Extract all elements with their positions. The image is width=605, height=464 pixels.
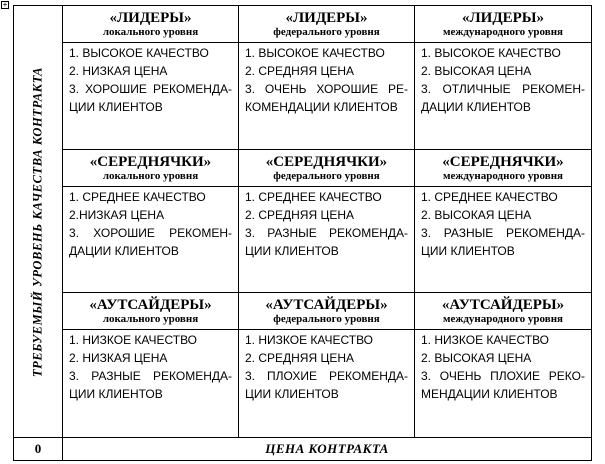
origin-label: 0 <box>14 437 63 460</box>
cell-header <box>415 6 591 43</box>
cell-subtitle: локального уровня <box>102 313 199 326</box>
cell-middle-international <box>415 150 591 294</box>
x-axis-label: ЦЕНА КОНТРАКТА <box>63 437 591 460</box>
cell-list <box>239 330 414 403</box>
list-item: 2. ВЫСОКАЯ ЦЕНА <box>421 64 532 78</box>
cell-list <box>415 330 591 403</box>
cell-subtitle: международного уровня <box>442 313 563 326</box>
list-item: 1. ВЫСОКОЕ КАЧЕСТВО <box>69 46 209 60</box>
cell-outsiders-local <box>63 293 239 437</box>
cell-subtitle: международного уровня <box>442 26 563 38</box>
cell-header <box>239 293 414 330</box>
cell-middle-local <box>63 150 239 294</box>
list-item: 2. ВЫСОКАЯ ЦЕНА <box>421 207 532 222</box>
list-item: 1. НИЗКОЕ КАЧЕСТВО <box>245 333 374 348</box>
cell-title: «АУТСАЙДЕРЫ» <box>441 297 565 314</box>
list-item: 3. РАЗНЫЕ РЕКОМЕНДА-ЦИИ КЛИЕНТОВ <box>421 225 585 258</box>
cell-title: «ЛИДЕРЫ» <box>461 10 545 26</box>
cell-title: «СЕРЕДНЯЧКИ» <box>442 153 564 170</box>
list-item: 2. СРЕДНЯЯ ЦЕНА <box>245 351 355 366</box>
list-item: 2. СРЕДНЯЯ ЦЕНА <box>245 64 355 78</box>
list-item: 3. ХОРОШИЕ РЕКОМЕН-ДАЦИИ КЛИЕНТОВ <box>69 225 232 258</box>
list-item: 1. СРЕДНЕЕ КАЧЕСТВО <box>69 189 206 204</box>
list-item: 1. ВЫСОКОЕ КАЧЕСТВО <box>245 46 385 60</box>
cell-list <box>239 187 414 260</box>
cell-outsiders-federal <box>239 293 415 437</box>
cell-header <box>63 150 238 187</box>
cell-middle-federal <box>239 150 415 294</box>
list-item: 3. РАЗНЫЕ РЕКОМЕНДА-ЦИИ КЛИЕНТОВ <box>69 369 232 402</box>
cell-header <box>63 6 238 43</box>
list-item: 2. ВЫСОКАЯ ЦЕНА <box>421 351 532 366</box>
cell-title: «ЛИДЕРЫ» <box>109 10 192 26</box>
cell-list <box>239 43 414 116</box>
cell-header <box>239 6 414 43</box>
cell-subtitle: федерального уровня <box>273 26 380 38</box>
list-item: 3. ОЧЕНЬ ХОРОШИЕ РЕ-КОМЕНДАЦИИ КЛИЕНТОВ <box>245 82 408 114</box>
list-item: 3. ОТЛИЧНЫЕ РЕКОМЕН-ДАЦИИ КЛИЕНТОВ <box>421 82 585 114</box>
cell-header <box>239 150 414 187</box>
cell-list <box>415 187 591 260</box>
cell-subtitle: федерального уровня <box>273 169 380 182</box>
cell-list <box>415 43 591 116</box>
list-item: 1. НИЗКОЕ КАЧЕСТВО <box>421 333 550 348</box>
cell-header <box>63 293 238 330</box>
cell-subtitle: локального уровня <box>102 169 199 182</box>
cell-subtitle: локального уровня <box>102 26 199 38</box>
cell-list <box>63 187 238 260</box>
cell-title: «АУТСАЙДЕРЫ» <box>265 297 388 314</box>
list-item: 1. ВЫСОКОЕ КАЧЕСТВО <box>421 46 561 60</box>
cell-subtitle: международного уровня <box>442 169 563 182</box>
cell-leaders-federal <box>239 6 415 150</box>
list-item: 2. СРЕДНЯЯ ЦЕНА <box>245 207 355 222</box>
cell-list <box>63 330 238 403</box>
cell-leaders-international <box>415 6 591 150</box>
cell-title: «СЕРЕДНЯЧКИ» <box>265 153 388 170</box>
list-item: 1. НИЗКОЕ КАЧЕСТВО <box>69 333 198 348</box>
cell-header <box>415 293 591 330</box>
list-item: 2. НИЗКАЯ ЦЕНА <box>69 351 168 366</box>
cell-leaders-local <box>63 6 239 150</box>
list-item: 1. СРЕДНЕЕ КАЧЕСТВО <box>245 189 382 204</box>
y-axis-label-cell <box>14 6 63 437</box>
cell-subtitle: федерального уровня <box>273 313 380 326</box>
quality-price-matrix <box>13 5 592 461</box>
cell-title: «СЕРЕДНЯЧКИ» <box>89 153 212 170</box>
list-item: 3. ОЧЕНЬ ПЛОХИЕ РЕКО-МЕНДАЦИИ КЛИЕНТОВ <box>421 369 585 402</box>
y-axis-label: ТРЕБУЕМЫЙ УРОВЕНЬ КАЧЕСТВА КОНТРАКТА <box>30 66 45 377</box>
cell-outsiders-international <box>415 293 591 437</box>
list-item: 3. ХОРОШИЕ РЕКОМЕНДА-ЦИИ КЛИЕНТОВ <box>69 82 232 114</box>
list-item: 2.НИЗКАЯ ЦЕНА <box>69 207 165 222</box>
list-item: 3. ПЛОХИЕ РЕКОМЕНДА-ЦИИ КЛИЕНТОВ <box>245 369 408 402</box>
table-move-handle[interactable]: + <box>2 0 8 9</box>
cell-list <box>63 43 238 116</box>
list-item: 2. НИЗКАЯ ЦЕНА <box>69 64 168 78</box>
list-item: 1. СРЕДНЕЕ КАЧЕСТВО <box>421 189 558 204</box>
cell-title: «АУТСАЙДЕРЫ» <box>89 297 212 314</box>
cell-header <box>415 150 591 187</box>
cell-title: «ЛИДЕРЫ» <box>285 10 368 26</box>
list-item: 3. РАЗНЫЕ РЕКОМЕНДА-ЦИИ КЛИЕНТОВ <box>245 225 408 258</box>
